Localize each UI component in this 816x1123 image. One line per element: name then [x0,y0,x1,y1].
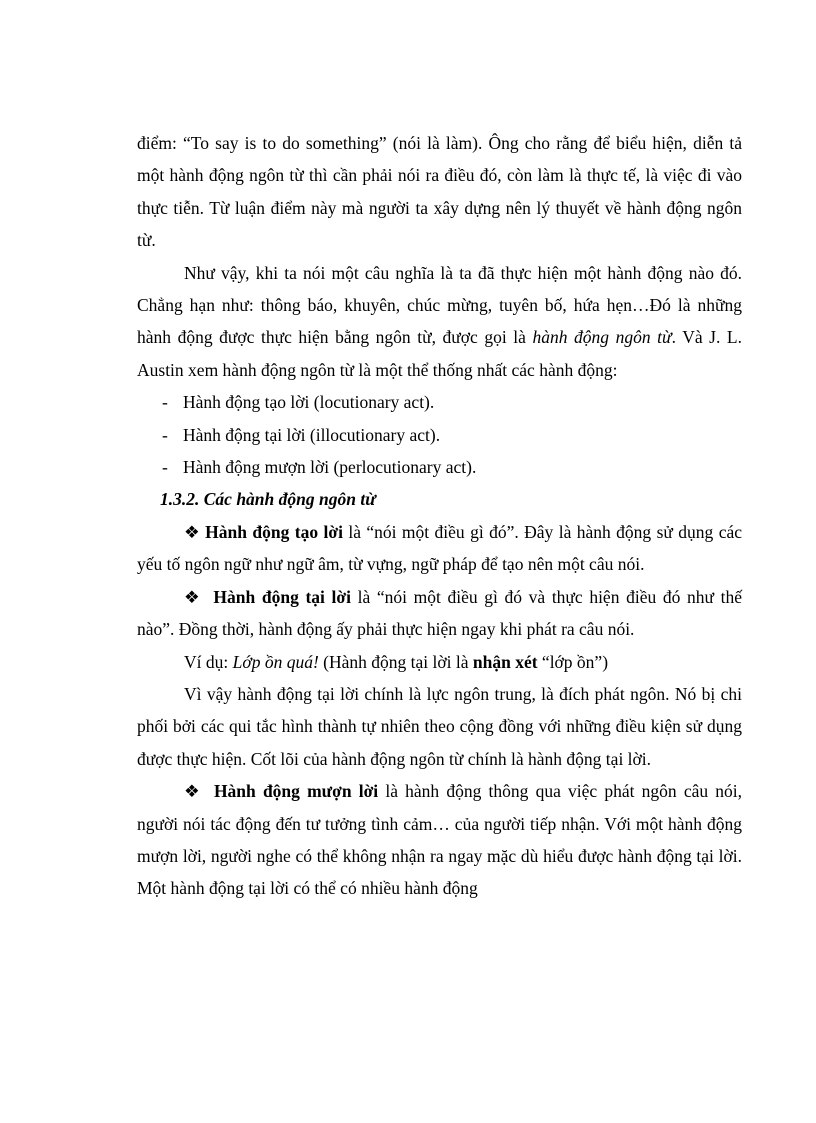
paragraph-1-text: điểm: “To say is to do something” (nói là làm). Ông cho rằng để biểu hiện, diễn tả một hành động ngôn từ thì cần phải nói ra điều đó, còn làm là thực tế, là việc đi vào thực tiễn. Từ luận điểm này mà người ta xây dựng nên lý thuyết về hành động ngôn từ. [137,133,742,251]
item-1-text: là “nói một điều gì đó”. Đây là hành động sử dụng các yếu tố ngôn ngữ như ngữ âm, từ vựng, ngữ pháp để tạo nên một câu nói. [137,521,742,575]
list-dash: - [162,392,168,413]
example-suffix: “lớp ồn”) [537,651,609,672]
item-2-term: Hành động tại lời [213,586,351,607]
example-middle: (Hành động tại lời là [318,651,473,672]
paragraph-2-italic-term: hành động ngôn từ [532,327,672,348]
list-item-locutionary [137,386,742,418]
example-prefix: Ví dụ: [184,651,233,672]
item-illocutionary-act [137,581,742,646]
list-item-illocutionary [137,419,742,451]
diamond-bullet-icon: ❖ [184,586,200,607]
item-locutionary-act [137,516,742,581]
list-item-text: Hành động tại lời (illocutionary act). [183,424,441,445]
list-dash: - [162,424,168,445]
paragraph-2-text-b: . Và J. L. Austin xem hành động ngôn từ là một thể thống nhất các hành động: [137,327,742,380]
item-2-text: là “nói một điều gì đó và thực hiện điều đó như thế nào”. Đồng thời, hành động ấy phải thực hiện ngay khi phát ra câu nói. [137,586,743,640]
diamond-bullet-icon: ❖ [184,521,200,542]
body-text [137,127,742,905]
item-3-term: Hành động mượn lời [213,781,379,802]
example-line [137,646,742,678]
diamond-bullet-icon: ❖ [184,781,200,802]
paragraph-1 [137,127,742,257]
explanation-text: Vì vậy hành động tại lời chính là lực ngôn trung, là đích phát ngôn. Nó bị chi phối bởi các qui tắc hình thành tự nhiên theo cộng đồng với những điều kiện sử dụng được thực hiện. Cốt lõi của hành động ngôn từ chính là hành động tại lời. [137,683,742,769]
paragraph-2-text-a: Như vậy, khi ta nói một câu nghĩa là ta đã thực hiện một hành động nào đó. Chẳng hạn như: thông báo, khuyên, chúc mừng, tuyên bố, hứa hẹn…Đó là những hành động được thực hiện bằng ngôn từ, được gọi là [137,262,742,348]
section-heading: 1.3.2. Các hành động ngôn từ [160,489,376,510]
paragraph-2 [137,257,742,387]
list-item-perlocutionary [137,451,742,483]
item-1-term: Hành động tạo lời [205,521,343,542]
paragraph-explanation [137,678,742,775]
list-dash: - [162,457,168,478]
list-item-text: Hành động tạo lời (locutionary act). [183,392,435,413]
item-perlocutionary-act [137,775,742,905]
list-item-text: Hành động mượn lời (perlocutionary act). [183,457,477,478]
example-bold-term: nhận xét [472,651,538,672]
item-3-text: là hành động thông qua việc phát ngôn câu nói, người nói tác động đến tư tưởng tình cảm… của người tiếp nhận. Với một hành động mượn lời, người nghe có thể không nhận ra ngay mặc dù hiểu được hành động tại lời. Một hành động tại lời có thể có nhiều hành động [137,781,743,899]
example-sentence: Lớp ồn quá! [232,651,319,672]
